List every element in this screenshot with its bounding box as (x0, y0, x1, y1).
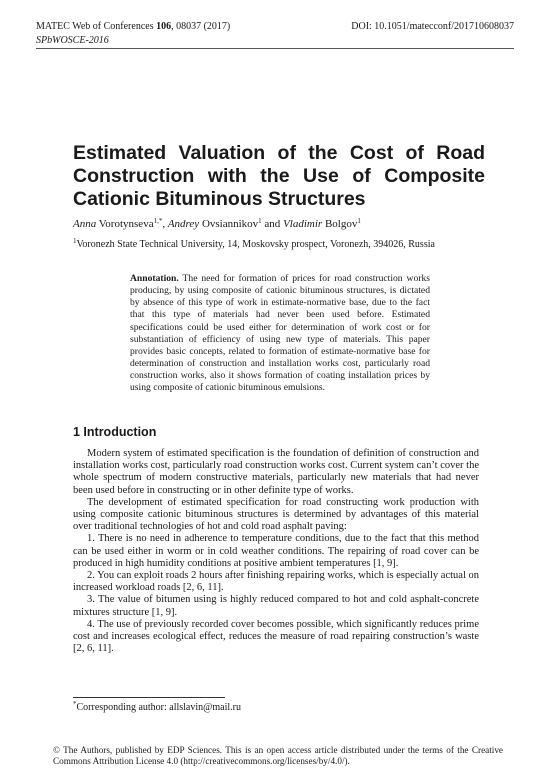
affiliation: $^1$Voronezh State Technical University, 14, Moskovsky prospect, Voronezh, 394026, Russia (73, 237, 435, 250)
footnote-rule (73, 697, 225, 698)
author-family-name: Bolgov (322, 218, 358, 230)
paragraph: 4. The use of previously recorded cover becomes possible, which significantly reduces prime cost and increases ecological effect, reduces the measure of road repairing construction’s waste [2, 6, 11]. (73, 618, 479, 655)
author-affiliation-mark: 1 (357, 217, 361, 225)
author-list: Anna Vorotynseva$^{1,*}$, Andrey Ovsiannikov$^1$ and Vladimir Bolgov$^1$ (73, 217, 361, 230)
paragraph: The development of estimated specification for road constructing work production with using composite cationic bituminous structures is determined by advantages of this material over traditional technologies of hot and cold road asphalt paving: (73, 496, 479, 533)
section-heading: 1 Introduction (73, 425, 157, 439)
corresponding-author: Corresponding author: allslavin@mail.ru (76, 702, 241, 713)
paper-title: Estimated Valuation of the Cost of Road Construction with the Use of Composite Cationic Bituminous Structures (73, 142, 485, 210)
journal-volume: 106 (156, 21, 172, 32)
author-family-name: Ovsiannikov (199, 218, 259, 230)
abstract (130, 273, 430, 395)
conference-name: SPbWOSCE-2016 (36, 35, 109, 46)
author-family-name: Vorotynseva (96, 218, 154, 230)
header-rule (36, 48, 514, 49)
paragraph: 2. You can exploit roads 2 hours after finishing repairing works, which is especially actual on increased workload roads [2, 6, 11]. (73, 570, 479, 594)
author-affiliation-mark: 1 (258, 217, 262, 225)
journal-citation: MATEC Web of Conferences 106, 08037 (2017) (36, 21, 231, 32)
paragraph: 3. The value of bitumen using is highly reduced compared to hot and cold asphalt-concrete mixtures structure [1, 9]. (73, 594, 479, 618)
abstract-text: The need for formation of prices for road construction works producing, by using composite of cationic bituminous structures, is dictated by absence of this type of work in estimate-normative base, due to the fact that this type of materials had never been used before. Estimated specifications could be used either for determination of work cost or for substantiation of efficiency of using new type of materials. This paper provides basic concepts, related to formation of estimate-normative base for determination of construction and installation works cost, particularly road construction works, also it shows formation of coating installation prices by using composite of cationic bituminous emulsions. (130, 273, 430, 394)
author-affiliation-mark: 1,* (153, 217, 163, 225)
paragraph: 1. There is no need in adherence to temperature conditions, due to the fact that this method can be used either in worm or in cold weather conditions. The repairing of road cover can be produced in high humidity conditions at positive ambient temperatures [1, 9]. (73, 533, 479, 569)
author-given-name: Anna (73, 218, 97, 230)
abstract-label: Annotation. (130, 273, 179, 284)
paragraph: Modern system of estimated specification is the foundation of definition of construction and installation works cost, particularly road construction works cost. Current system can’t cover the whole spectrum of modern constructive materials, particularly new materials that had never been used before in constructing or in other definite type of works. (73, 448, 479, 496)
body-text (73, 448, 479, 655)
footnote: *Corresponding author: allslavin@mail.ru (73, 700, 241, 713)
doi: DOI: 10.1051/matecconf/201710608037 (351, 21, 514, 32)
license-notice: © The Authors, published by EDP Sciences. This is an open access article distributed under the terms of the Creative Commons Attribution License 4.0 (http://creativecommons.org/licenses/by/4.0/). (53, 745, 503, 767)
author-given-name: Vladimir (283, 218, 323, 230)
author-given-name: Andrey (167, 218, 200, 230)
